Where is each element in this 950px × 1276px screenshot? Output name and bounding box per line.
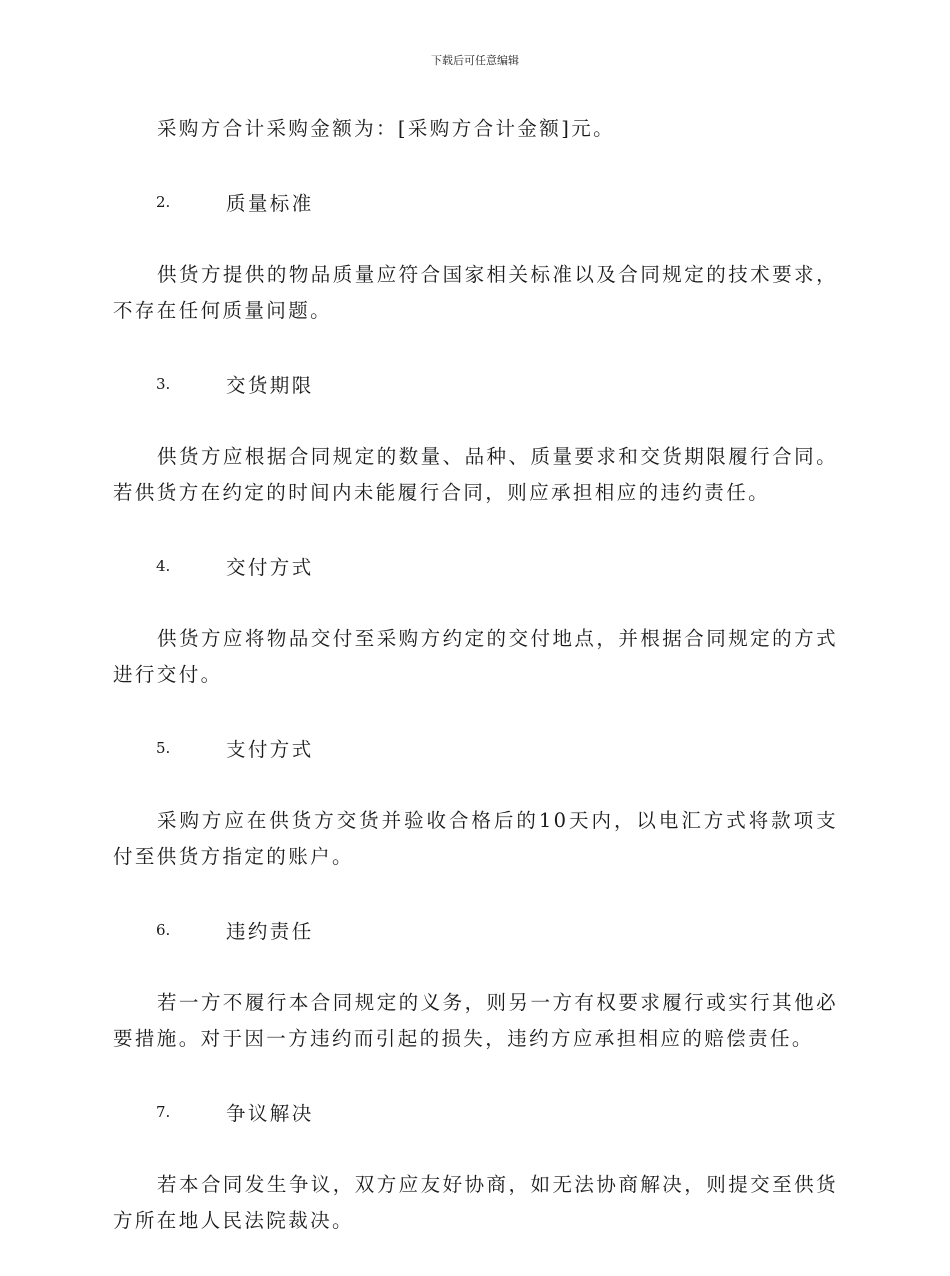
section-number: 5. xyxy=(156,739,171,757)
section-body-6: 若一方不履行本合同规定的义务，则另一方有权要求履行或实行其他必要措施。对于因一方违约而引起的损失，违约方应承担相应的赔偿责任。 xyxy=(113,991,838,1050)
section-body-3: 供货方应根据合同规定的数量、品种、质量要求和交货期限履行合同。若供货方在约定的时间内未能履行合同，则应承担相应的违约责任。 xyxy=(113,445,838,504)
section-title: 支付方式 xyxy=(226,738,314,761)
section-title: 质量标准 xyxy=(226,192,314,215)
section-title: 交付方式 xyxy=(226,556,314,579)
section-number: 6. xyxy=(156,921,171,939)
section-heading-2 xyxy=(113,184,838,220)
section-number: 7. xyxy=(156,1103,171,1121)
section-number: 3. xyxy=(156,375,171,393)
section-body-4: 供货方应将物品交付至采购方约定的交付地点，并根据合同规定的方式进行交付。 xyxy=(113,627,838,686)
section-body-2: 供货方提供的物品质量应符合国家相关标准以及合同规定的技术要求，不存在任何质量问题。 xyxy=(113,263,838,322)
section-heading-5 xyxy=(113,730,838,766)
document-body xyxy=(113,111,838,1276)
section-title: 争议解决 xyxy=(226,1102,314,1125)
section-heading-7 xyxy=(113,1094,838,1130)
section-number: 4. xyxy=(156,557,171,575)
section-number: 2. xyxy=(156,193,171,211)
section-title: 交货期限 xyxy=(226,374,314,397)
section-heading-4 xyxy=(113,548,838,584)
section-heading-6 xyxy=(113,912,838,948)
section-title: 违约责任 xyxy=(226,920,314,943)
section-body-7: 若本合同发生争议，双方应友好协商，如无法协商解决，则提交至供货方所在地人民法院裁决。 xyxy=(113,1173,838,1232)
section-body-5: 采购方应在供货方交货并验收合格后的10天内，以电汇方式将款项支付至供货方指定的账户。 xyxy=(113,809,838,868)
intro-paragraph: 采购方合计采购金额为：[采购方合计金额]元。 xyxy=(157,117,616,140)
section-heading-3 xyxy=(113,366,838,402)
page-header: 下载后可任意编辑 xyxy=(431,54,519,67)
